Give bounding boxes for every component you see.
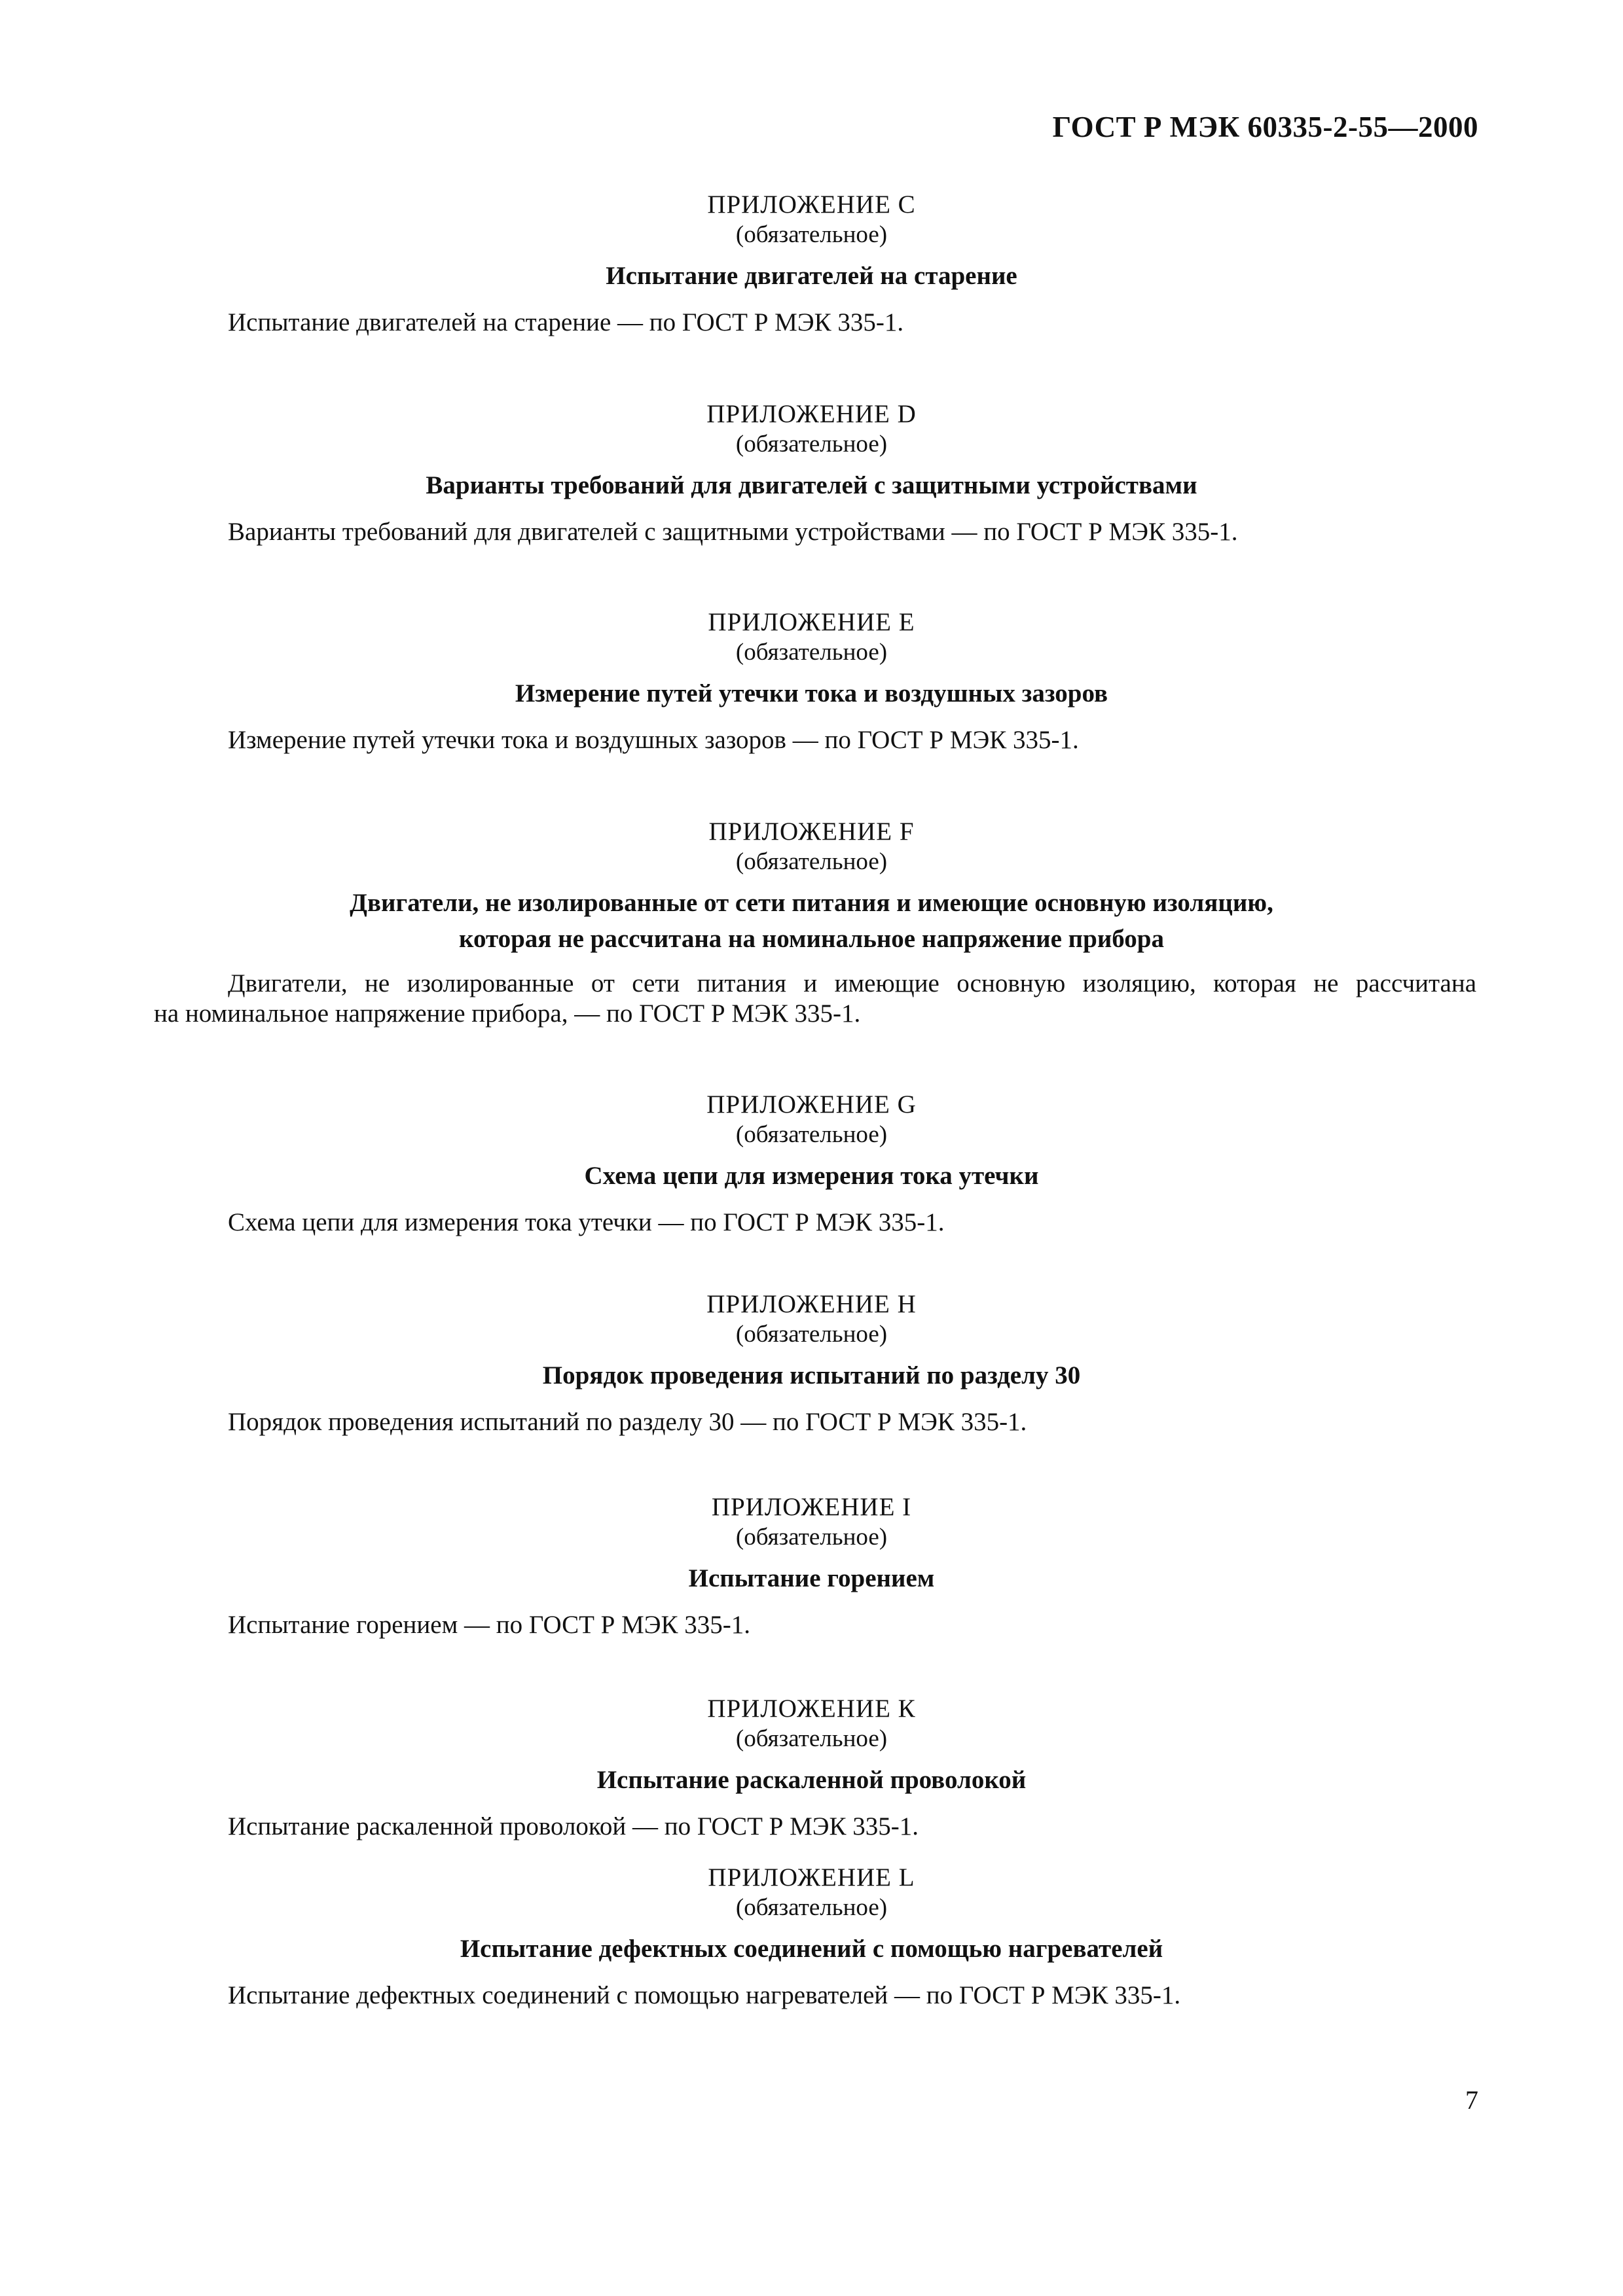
annex-body: Испытание двигателей на старение — по ГОСТ Р МЭК 335-1. xyxy=(228,308,904,336)
annex-status: (обязательное) xyxy=(735,1121,888,1148)
annex-body: Испытание раскаленной проволокой — по ГОСТ Р МЭК 335-1. xyxy=(228,1812,919,1840)
annex-body: Измерение путей утечки тока и воздушных зазоров — по ГОСТ Р МЭК 335-1. xyxy=(228,726,1079,754)
annex-title: ПРИЛОЖЕНИЕ I xyxy=(711,1493,912,1521)
annex-title: ПРИЛОЖЕНИЕ Е xyxy=(708,608,915,636)
annex-heading-line-1: Двигатели, не изолированные от сети питания и имеющие основную изоляцию, xyxy=(350,889,1273,917)
annex-body: Схема цепи для измерения тока утечки — по ГОСТ Р МЭК 335-1. xyxy=(228,1208,945,1236)
annex-heading: Испытание горением xyxy=(688,1564,935,1592)
annex-title: ПРИЛОЖЕНИЕ Н xyxy=(706,1290,917,1318)
annex-title: ПРИЛОЖЕНИЕ С xyxy=(707,190,916,219)
annex-heading: Испытание раскаленной проволокой xyxy=(596,1766,1027,1794)
annex-body-line-1: Двигатели, не изолированные от сети питания и имеющие основную изоляцию, которая не рассчитана xyxy=(228,969,1476,997)
annex-status: (обязательное) xyxy=(735,1321,888,1348)
annex-heading: Варианты требований для двигателей с защитными устройствами xyxy=(426,471,1197,499)
annex-title: ПРИЛОЖЕНИЕ К xyxy=(707,1695,916,1723)
standard-code-header: ГОСТ Р МЭК 60335-2-55—2000 xyxy=(1052,111,1478,143)
annex-status: (обязательное) xyxy=(735,848,888,875)
annex-heading: Испытание дефектных соединений с помощью нагревателей xyxy=(460,1935,1163,1963)
annex-title: ПРИЛОЖЕНИЕ G xyxy=(706,1090,917,1119)
annex-body: Испытание дефектных соединений с помощью нагревателей — по ГОСТ Р МЭК 335-1. xyxy=(228,1981,1181,2009)
annex-heading: Схема цепи для измерения тока утечки xyxy=(584,1162,1039,1190)
annex-status: (обязательное) xyxy=(735,1725,888,1752)
annex-status: (обязательное) xyxy=(735,639,888,666)
annex-body xyxy=(154,969,1476,1029)
annex-status: (обязательное) xyxy=(735,221,888,248)
annex-heading: Испытание двигателей на старение xyxy=(606,262,1017,290)
annex-body-line-2: на номинальное напряжение прибора, — по ГОСТ Р МЭК 335-1. xyxy=(154,999,861,1028)
annex-status: (обязательное) xyxy=(735,1894,888,1921)
annex-heading: Измерение путей утечки тока и воздушных зазоров xyxy=(515,679,1108,708)
annex-heading: Порядок проведения испытаний по разделу 30 xyxy=(542,1361,1081,1390)
annex-heading-line-2: которая не рассчитана на номинальное напряжение прибора xyxy=(459,925,1164,953)
annex-title: ПРИЛОЖЕНИЕ L xyxy=(708,1863,915,1892)
annex-body: Испытание горением — по ГОСТ Р МЭК 335-1. xyxy=(228,1611,751,1639)
annex-status: (обязательное) xyxy=(735,431,888,457)
annex-status: (обязательное) xyxy=(735,1524,888,1551)
annex-body: Порядок проведения испытаний по разделу 30 — по ГОСТ Р МЭК 335-1. xyxy=(228,1408,1027,1436)
annex-title: ПРИЛОЖЕНИЕ F xyxy=(708,817,915,846)
page-number: 7 xyxy=(1465,2085,1478,2115)
annex-body: Варианты требований для двигателей с защитными устройствами — по ГОСТ Р МЭК 335-1. xyxy=(228,518,1238,546)
annex-title: ПРИЛОЖЕНИЕ D xyxy=(706,400,917,428)
